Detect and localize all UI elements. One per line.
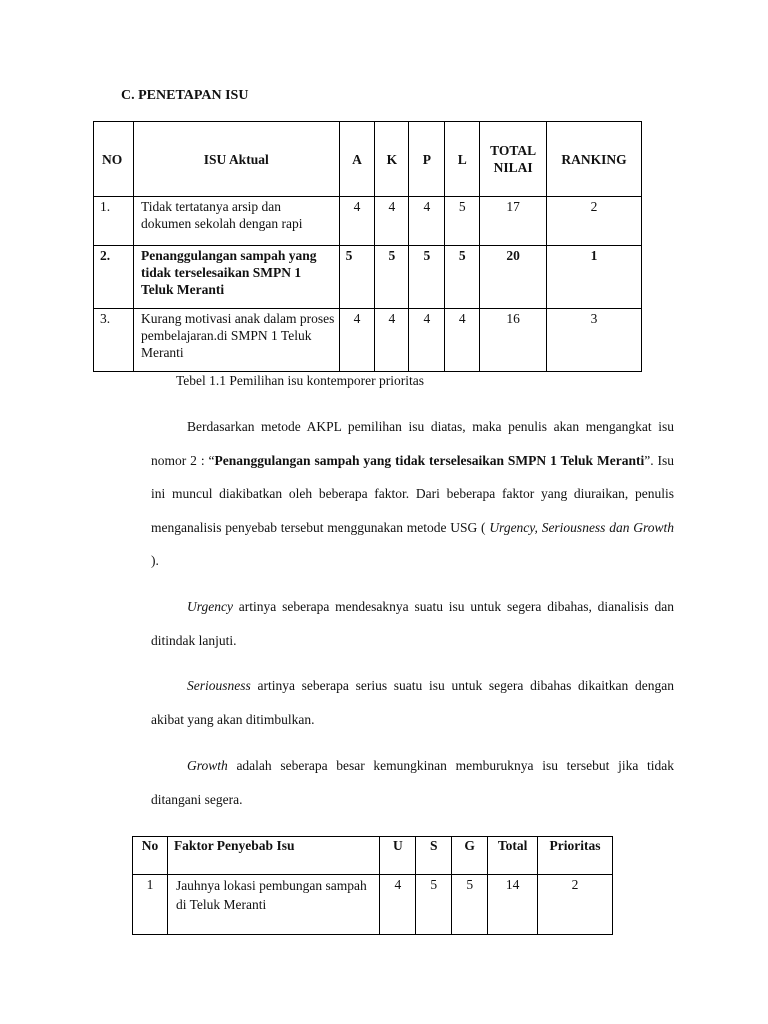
paragraph-text: Berdasarkan metode AKPL pemilihan isu diatas, maka penulis akan mengangkat isu nomor 2 : “ (151, 419, 674, 468)
paragraph-growth (151, 749, 674, 816)
cell-total: 20 (480, 246, 547, 309)
cell-k: 5 (375, 246, 409, 309)
paragraph-text: ”. Isu ini muncul diakibatkan oleh beberapa faktor. Dari beberapa faktor yang diuraikan, penulis menganalisis penyebab tersebut menggunakan metode USG ( (151, 452, 674, 535)
table-row (94, 197, 642, 246)
cell-no: 1. (94, 197, 134, 246)
isu-table (93, 121, 642, 372)
paragraph-text: artinya seberapa mendesaknya suatu isu untuk segera dibahas, dianalisis dan ditindak lanjuti. (151, 599, 674, 648)
header-isu: ISU Aktual (133, 122, 339, 197)
header-faktor: Faktor Penyebab Isu (167, 837, 380, 875)
header-total: TOTAL NILAI (480, 122, 547, 197)
cell-no: 1 (133, 875, 168, 935)
cell-p: 4 (409, 197, 445, 246)
paragraph-urgency (151, 590, 674, 657)
cell-u: 4 (380, 875, 416, 935)
header-k: K (375, 122, 409, 197)
cell-p: 5 (409, 246, 445, 309)
cell-no: 2. (94, 246, 134, 309)
header-no: No (133, 837, 168, 875)
paragraph-seriousness (151, 669, 674, 736)
cell-l: 5 (445, 246, 480, 309)
cell-isu: Kurang motivasi anak dalam proses pembelajaran.di SMPN 1 Teluk Meranti (133, 309, 339, 372)
cell-l: 5 (445, 197, 480, 246)
cell-total: 16 (480, 309, 547, 372)
cell-total: 17 (480, 197, 547, 246)
cell-k: 4 (375, 309, 409, 372)
table-row (94, 246, 642, 309)
table-header-row (133, 837, 613, 875)
cell-ranking: 3 (547, 309, 642, 372)
paragraph-text: artinya seberapa serius suatu isu untuk segera dibahas dikaitkan dengan akibat yang akan ditimbulkan. (151, 678, 674, 727)
cell-k: 4 (375, 197, 409, 246)
usg-terms: Urgency, Seriousness dan Growth (489, 519, 674, 535)
header-a: A (339, 122, 375, 197)
cell-ranking: 2 (547, 197, 642, 246)
cell-p: 4 (409, 309, 445, 372)
cell-isu: Penanggulangan sampah yang tidak terselesaikan SMPN 1 Teluk Meranti (133, 246, 339, 309)
header-g: G (452, 837, 488, 875)
header-no: NO (94, 122, 134, 197)
header-s: S (416, 837, 452, 875)
header-ranking: RANKING (547, 122, 642, 197)
selected-issue: Penanggulangan sampah yang tidak terselesaikan SMPN 1 Teluk Meranti (214, 452, 645, 468)
cell-isu: Tidak tertatanya arsip dan dokumen sekolah dengan rapi (133, 197, 339, 246)
cell-faktor: Jauhnya lokasi pembungan sampah di Teluk Meranti (167, 875, 380, 935)
header-prioritas: Prioritas (538, 837, 613, 875)
paragraph-text: ). (151, 553, 159, 568)
table-header-row (94, 122, 642, 197)
table-caption: Tebel 1.1 Pemilihan isu kontemporer prioritas (176, 373, 425, 388)
cell-no: 3. (94, 309, 134, 372)
term-seriousness: Seriousness (187, 678, 251, 693)
cell-ranking: 1 (547, 246, 642, 309)
paragraph-akpl (151, 410, 674, 578)
cell-a: 4 (339, 197, 375, 246)
cell-g: 5 (452, 875, 488, 935)
cell-a: 5 (339, 246, 375, 309)
cell-prioritas: 2 (538, 875, 613, 935)
cell-s: 5 (416, 875, 452, 935)
usg-table (132, 836, 613, 935)
term-growth: Growth (187, 758, 228, 773)
cell-l: 4 (445, 309, 480, 372)
cell-total: 14 (488, 875, 538, 935)
term-urgency: Urgency (187, 599, 233, 614)
header-u: U (380, 837, 416, 875)
header-l: L (445, 122, 480, 197)
table-row (133, 875, 613, 935)
section-title: C. PENETAPAN ISU (121, 88, 249, 103)
header-p: P (409, 122, 445, 197)
cell-a: 4 (339, 309, 375, 372)
header-total: Total (488, 837, 538, 875)
table-row (94, 309, 642, 372)
paragraph-text: adalah seberapa besar kemungkinan memburuknya isu tersebut jika tidak ditangani segera. (151, 758, 674, 807)
